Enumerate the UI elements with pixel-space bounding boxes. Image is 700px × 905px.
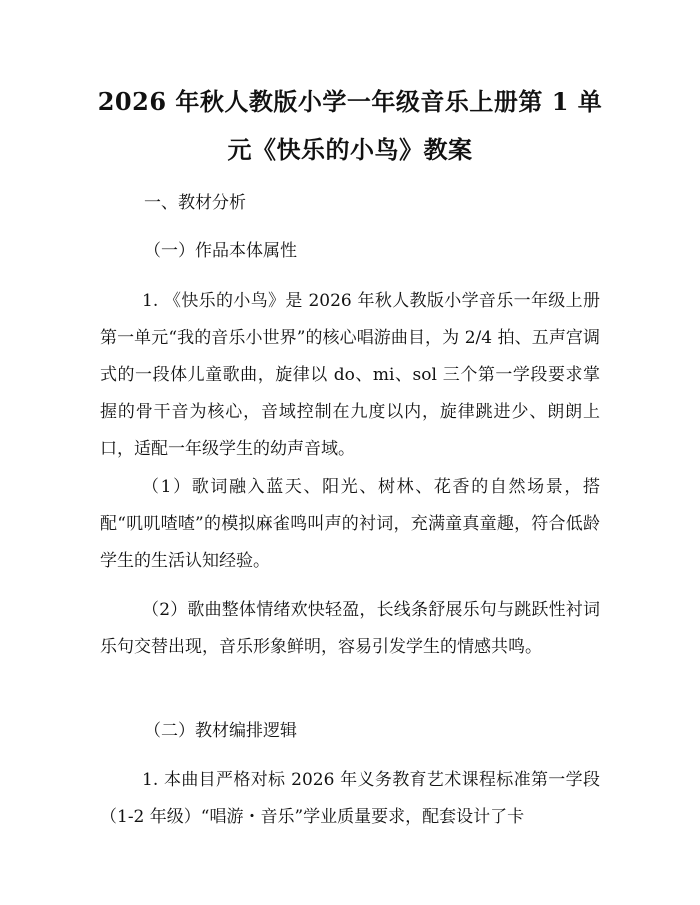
paragraph-1: 1. 《快乐的小鸟》是 2026 年秋人教版小学音乐一年级上册第一单元“我的音乐小世界”的核心唱游曲目，为 2/4 拍、五声宫调式的一段体儿童歌曲，旋律以 do、mi、sol 三个第一学段要求掌握的骨干音为核心，音域控制在九度以内，旋律跳进少、朗朗上口，适配一年级学生的幼声音域。: [100, 291, 600, 459]
document-title-line-2: 元《快乐的小鸟》教案: [227, 135, 473, 164]
section-heading-teaching-material-analysis: 一、教材分析: [144, 193, 246, 213]
paragraph-4: 1. 本曲目严格对标 2026 年义务教育艺术课程标准第一学段（1-2 年级）“唱游・音乐”学业质量要求，配套设计了卡: [100, 770, 600, 827]
document-title-line-1: 2026 年秋人教版小学一年级音乐上册第 1 单: [97, 87, 603, 116]
paragraph-2: （1）歌词融入蓝天、阳光、树林、花香的自然场景，搭配“叽叽喳喳”的模拟麻雀鸣叫声的衬词，充满童真童趣，符合低龄学生的生活认知经验。: [100, 477, 600, 571]
subsection-heading-work-attributes: （一）作品本体属性: [144, 241, 297, 261]
subsection-heading-compilation-logic: （二）教材编排逻辑: [144, 721, 297, 741]
paragraph-3: （2）歌曲整体情绪欢快轻盈，长线条舒展乐句与跳跃性衬词乐句交替出现，音乐形象鲜明，容易引发学生的情感共鸣。: [100, 600, 600, 657]
